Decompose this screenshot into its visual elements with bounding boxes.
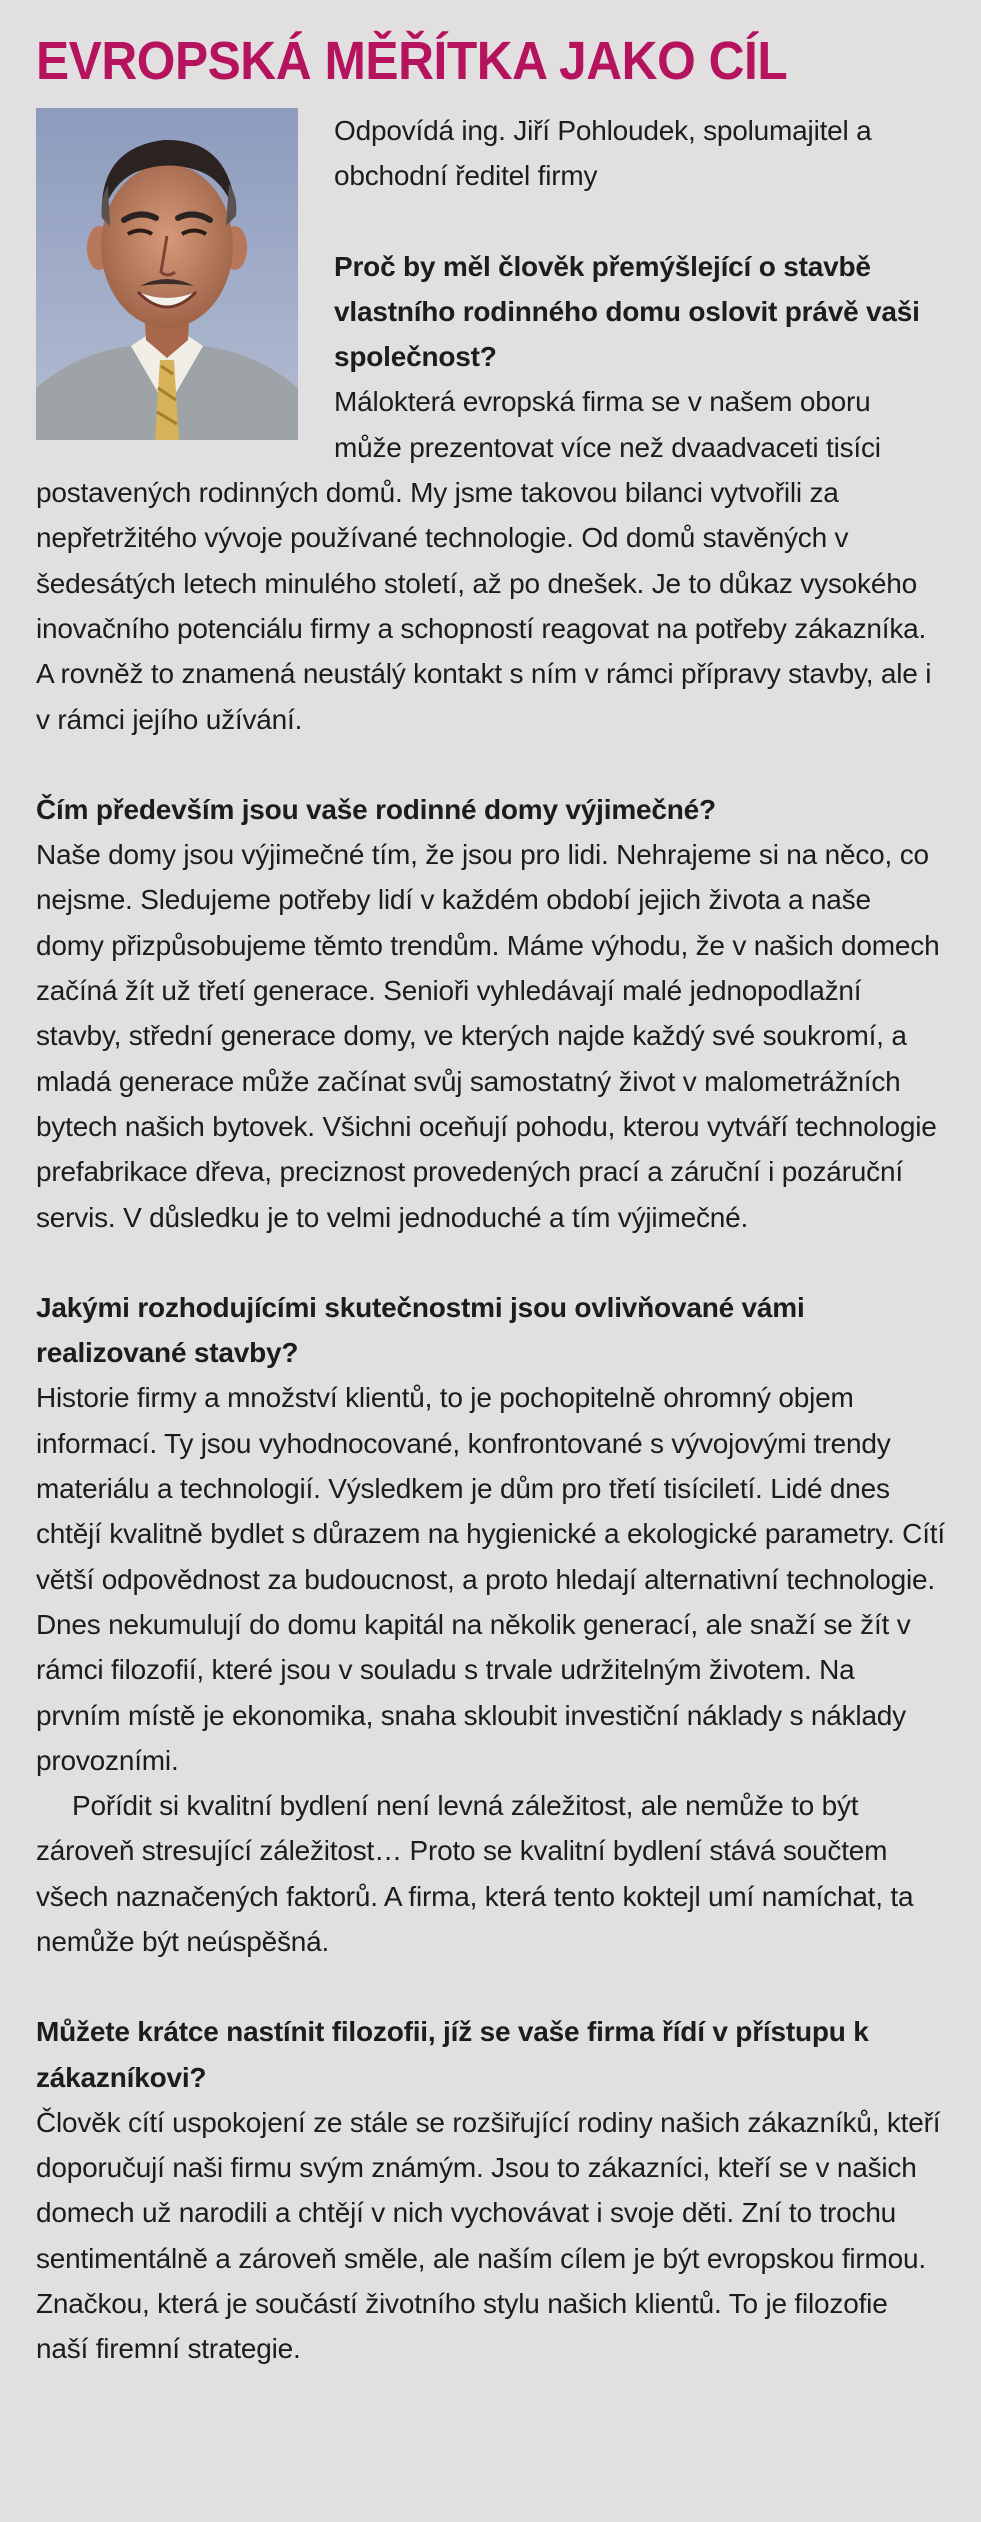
spacer (36, 742, 945, 787)
question-3: Jakými rozhodujícími skutečnostmi jsou ovlivňované vámi realizované stavby? (36, 1291, 805, 1369)
question-1: Proč by měl člověk přemýšlející o stavbě vlastního rodinného domu oslovit právě vaši společnost? (334, 250, 920, 373)
question-4: Můžete krátce nastínit filozofii, jíž se vaše firma řídí v přístupu k zákazníkovi? (36, 2016, 869, 2093)
article-title: EVROPSKÁ MĚŘÍTKA JAKO CÍL (36, 31, 788, 91)
portrait-photo (36, 108, 298, 440)
question-2: Čím především jsou vaše rodinné domy výjimečné? (36, 793, 716, 825)
article-body (36, 108, 945, 2372)
answer-2: Naše domy jsou výjimečné tím, že jsou pro lidi. Nehrajeme si na něco, co nejsme. Sledujeme potřeby lidí v každém období jejich života a naše domy přizpůsobujeme těmto trendům. Máme výhodu, že v našich domech začíná žít už třetí generace. Senioři vyhledávají malé jednopodlažní stavby, střední generace domy, ve kterých najde každý své soukromí, a mladá generace může začínat svůj samostatný život v malometrážních bytech našich bytovek. Všichni oceňují pohodu, kterou vytváří technologie prefabrikace dřeva, preciznost provedených prací a záruční i pozáruční servis. V důsledku je to velmi jednoduché a tím výjimečné. (36, 839, 940, 1233)
spacer (36, 1240, 945, 1285)
answer-1: Málokterá evropská firma se v našem oboru může prezentovat více než dvaadvaceti tisíci postavených rodinných domů. My jsme takovou bilanci vytvořili za nepřetržitého vývoje používané technologie. Od domů stavěných v šedesátých letech minulého století, až po dnešek. Je to důkaz vysokého inovačního potenciálu firmy a schopností reagovat na potřeby zákazníka. A rovněž to znamená neustálý kontakt s ním v rámci přípravy stavby, ale i v rámci jejího užívání. (36, 386, 932, 735)
intro-text: Odpovídá ing. Jiří Pohloudek, spolumajitel a obchodní ředitel firmy (334, 115, 872, 192)
answer-3: Historie firmy a množství klientů, to je pochopitelně ohromný objem informací. Ty jsou vyhodnocované, konfrontované s vývojovými trendy materiálu a technologií. Výsledkem je dům pro třetí tisíciletí. Lidé dnes chtějí kvalitně bydlet s důrazem na hygienické a ekologické parametry. Cítí větší odpovědnost za budoucnost, a proto hledají alternativní technologie. Dnes nekumulují do domu kapitál na několik generací, ale snaží se žít v rámci filozofií, které jsou v souladu s trvale udržitelným životem. Na prvním místě je ekonomika, snaha skloubit investiční náklady s náklady provozními. (36, 1382, 945, 1776)
answer-3-paragraph-2: Pořídit si kvalitní bydlení není levná záležitost, ale nemůže to být zároveň stresující záležitost… Proto se kvalitní bydlení stává součtem všech naznačených faktorů. A firma, která tento koktejl umí namíchat, ta nemůže být neúspěšná. (36, 1790, 914, 1957)
answer-4: Člověk cítí uspokojení ze stále se rozšiřující rodiny našich zákazníků, kteří doporučují naši firmu svým známým. Jsou to zákazníci, kteří se v našich domech už narodili a chtějí v nich vychovávat i svoje děti. Zní to trochu sentimentálně a zároveň směle, ale naším cílem je být evropskou firmou. Značkou, která je součástí životního stylu našich klientů. To je filozofie naší firemní strategie. (36, 2106, 941, 2365)
spacer (36, 1964, 945, 2009)
